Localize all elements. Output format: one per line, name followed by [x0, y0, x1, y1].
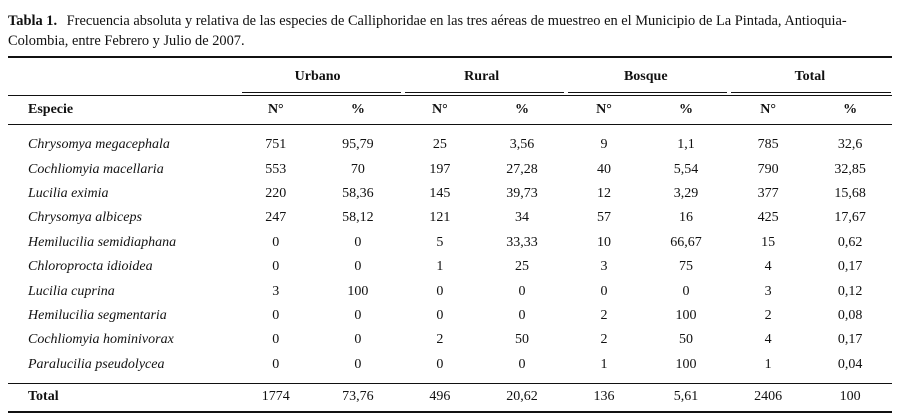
cell-urbano-n: 0 [272, 259, 280, 275]
total-total-n: 2406 [728, 383, 809, 412]
cell-total-n: 790 [757, 161, 779, 177]
cell-rural-n: 5 [436, 234, 444, 250]
cell-total-pct: 0,08 [837, 307, 863, 323]
species-name: Chrysomya megacephala [28, 137, 170, 153]
group-header-bosque: Bosque [623, 68, 668, 84]
cell-rural-n: 0 [436, 307, 444, 323]
cell-bosque-n: 1 [600, 356, 608, 372]
species-column-header: Especie [8, 96, 236, 125]
table-row [8, 206, 892, 230]
cell-rural-pct: 25 [514, 259, 529, 275]
cell-urbano-n: 0 [272, 332, 280, 348]
cell-rural-pct: 3,56 [509, 137, 535, 153]
cell-bosque-n: 3 [600, 259, 608, 275]
cell-urbano-n: 0 [272, 356, 280, 372]
cell-urbano-n: 220 [265, 185, 287, 201]
cell-total-n: 3 [764, 283, 772, 299]
cell-total-pct: 17,67 [834, 210, 866, 226]
sub-header-row [8, 96, 892, 125]
cell-rural-n: 121 [429, 210, 451, 226]
total-rural-pct: 20,62 [480, 383, 564, 412]
group-underline-rural [405, 92, 564, 93]
cell-total-n: 15 [761, 234, 776, 250]
group-header-total: Total [794, 68, 826, 84]
sub-header-rural-pct: % [480, 96, 564, 125]
cell-urbano-n: 0 [272, 234, 280, 250]
group-header-urbano: Urbano [294, 68, 341, 84]
cell-rural-pct: 0 [518, 356, 526, 372]
table-row [8, 279, 892, 303]
group-underline-urbano [242, 92, 401, 93]
species-name: Hemilucilia segmentaria [28, 307, 167, 323]
table-caption [8, 11, 892, 51]
table-row [8, 304, 892, 328]
table-row [8, 328, 892, 352]
species-name: Paralucilia pseudolycea [28, 356, 165, 372]
cell-bosque-n: 40 [596, 161, 611, 177]
table-row [8, 182, 892, 206]
total-label: Total [8, 383, 236, 412]
cell-urbano-n: 553 [265, 161, 287, 177]
table-row [8, 353, 892, 377]
cell-total-n: 4 [764, 259, 772, 275]
species-name: Hemilucilia semidiaphana [28, 234, 177, 250]
species-frequency-table [8, 56, 892, 413]
total-rural-n: 496 [400, 383, 481, 412]
sub-header-bosque-pct: % [644, 96, 728, 125]
group-underline-bosque [568, 92, 727, 93]
cell-bosque-pct: 0 [682, 283, 690, 299]
cell-total-pct: 0,62 [837, 234, 863, 250]
cell-bosque-pct: 50 [679, 332, 694, 348]
cell-total-pct: 32,85 [834, 161, 866, 177]
cell-urbano-pct: 70 [350, 161, 365, 177]
cell-rural-pct: 33,33 [506, 234, 538, 250]
caption-label: Tabla 1. [8, 13, 58, 29]
cell-bosque-n: 10 [596, 234, 611, 250]
sub-header-bosque-n: N° [564, 96, 645, 125]
table-row [8, 133, 892, 157]
total-urbano-n: 1774 [236, 383, 317, 412]
species-name: Chloroprocta idioidea [28, 259, 153, 275]
cell-urbano-n: 0 [272, 307, 280, 323]
cell-total-n: 785 [757, 137, 779, 153]
cell-rural-n: 197 [429, 161, 451, 177]
cell-rural-pct: 39,73 [506, 185, 538, 201]
cell-bosque-pct: 100 [675, 307, 697, 323]
total-bosque-pct: 5,61 [644, 383, 728, 412]
cell-urbano-pct: 0 [354, 356, 362, 372]
species-name: Chrysomya albiceps [28, 210, 142, 226]
species-name: Lucilia cuprina [28, 283, 115, 299]
table-row [8, 231, 892, 255]
cell-rural-n: 2 [436, 332, 444, 348]
cell-total-pct: 0,17 [837, 259, 863, 275]
cell-urbano-n: 247 [265, 210, 287, 226]
cell-total-pct: 0,12 [837, 283, 863, 299]
cell-rural-pct: 0 [518, 283, 526, 299]
cell-total-pct: 0,17 [837, 332, 863, 348]
total-total-pct: 100 [808, 383, 892, 412]
group-underline-total [731, 92, 891, 93]
caption-text: Frecuencia absoluta y relativa de las especies de Calliphoridae en las tres aéreas de muestreo en el Municipio de La Pintada, Antioquia-Colombia, entre Febrero y Julio de 2007. [8, 13, 847, 49]
group-header-empty [8, 57, 236, 96]
species-name: Lucilia eximia [28, 185, 109, 201]
cell-rural-n: 0 [436, 356, 444, 372]
cell-rural-pct: 0 [518, 307, 526, 323]
group-header-row [8, 57, 892, 96]
sub-header-rural-n: N° [400, 96, 481, 125]
sub-header-urbano-n: N° [236, 96, 317, 125]
cell-urbano-pct: 58,12 [342, 210, 374, 226]
total-urbano-pct: 73,76 [316, 383, 400, 412]
cell-urbano-pct: 0 [354, 307, 362, 323]
cell-urbano-n: 751 [265, 137, 287, 153]
cell-bosque-pct: 75 [679, 259, 694, 275]
cell-rural-n: 145 [429, 185, 451, 201]
table-body [8, 125, 892, 377]
header-spacer [8, 125, 892, 134]
cell-rural-n: 1 [436, 259, 444, 275]
total-bosque-n: 136 [564, 383, 645, 412]
table-row [8, 157, 892, 181]
cell-rural-n: 0 [436, 283, 444, 299]
cell-total-n: 4 [764, 332, 772, 348]
species-name: Cochliomyia macellaria [28, 161, 164, 177]
cell-total-n: 1 [764, 356, 772, 372]
cell-bosque-n: 9 [600, 137, 608, 153]
cell-total-pct: 32,6 [837, 137, 863, 153]
cell-total-pct: 15,68 [834, 185, 866, 201]
sub-header-total-pct: % [808, 96, 892, 125]
sub-header-total-n: N° [728, 96, 809, 125]
cell-bosque-pct: 16 [679, 210, 694, 226]
cell-rural-n: 25 [432, 137, 447, 153]
cell-bosque-pct: 3,29 [673, 185, 699, 201]
cell-urbano-pct: 0 [354, 234, 362, 250]
cell-bosque-pct: 100 [675, 356, 697, 372]
sub-header-urbano-pct: % [316, 96, 400, 125]
cell-total-n: 425 [757, 210, 779, 226]
cell-bosque-n: 12 [596, 185, 611, 201]
total-row [8, 383, 892, 412]
cell-rural-pct: 34 [514, 210, 529, 226]
cell-bosque-n: 2 [600, 307, 608, 323]
cell-bosque-pct: 1,1 [677, 137, 695, 153]
cell-total-n: 377 [757, 185, 779, 201]
cell-urbano-pct: 58,36 [342, 185, 374, 201]
group-header-rural: Rural [464, 68, 500, 84]
cell-urbano-n: 3 [272, 283, 280, 299]
cell-total-pct: 0,04 [837, 356, 863, 372]
cell-urbano-pct: 0 [354, 332, 362, 348]
cell-urbano-pct: 100 [347, 283, 369, 299]
cell-bosque-n: 2 [600, 332, 608, 348]
table-row [8, 255, 892, 279]
cell-rural-pct: 50 [514, 332, 529, 348]
cell-bosque-n: 0 [600, 283, 608, 299]
cell-total-n: 2 [764, 307, 772, 323]
species-name: Cochliomyia hominivorax [28, 332, 174, 348]
cell-bosque-pct: 66,67 [670, 234, 702, 250]
cell-bosque-pct: 5,54 [673, 161, 699, 177]
cell-urbano-pct: 95,79 [342, 137, 374, 153]
cell-bosque-n: 57 [596, 210, 611, 226]
cell-rural-pct: 27,28 [506, 161, 538, 177]
cell-urbano-pct: 0 [354, 259, 362, 275]
